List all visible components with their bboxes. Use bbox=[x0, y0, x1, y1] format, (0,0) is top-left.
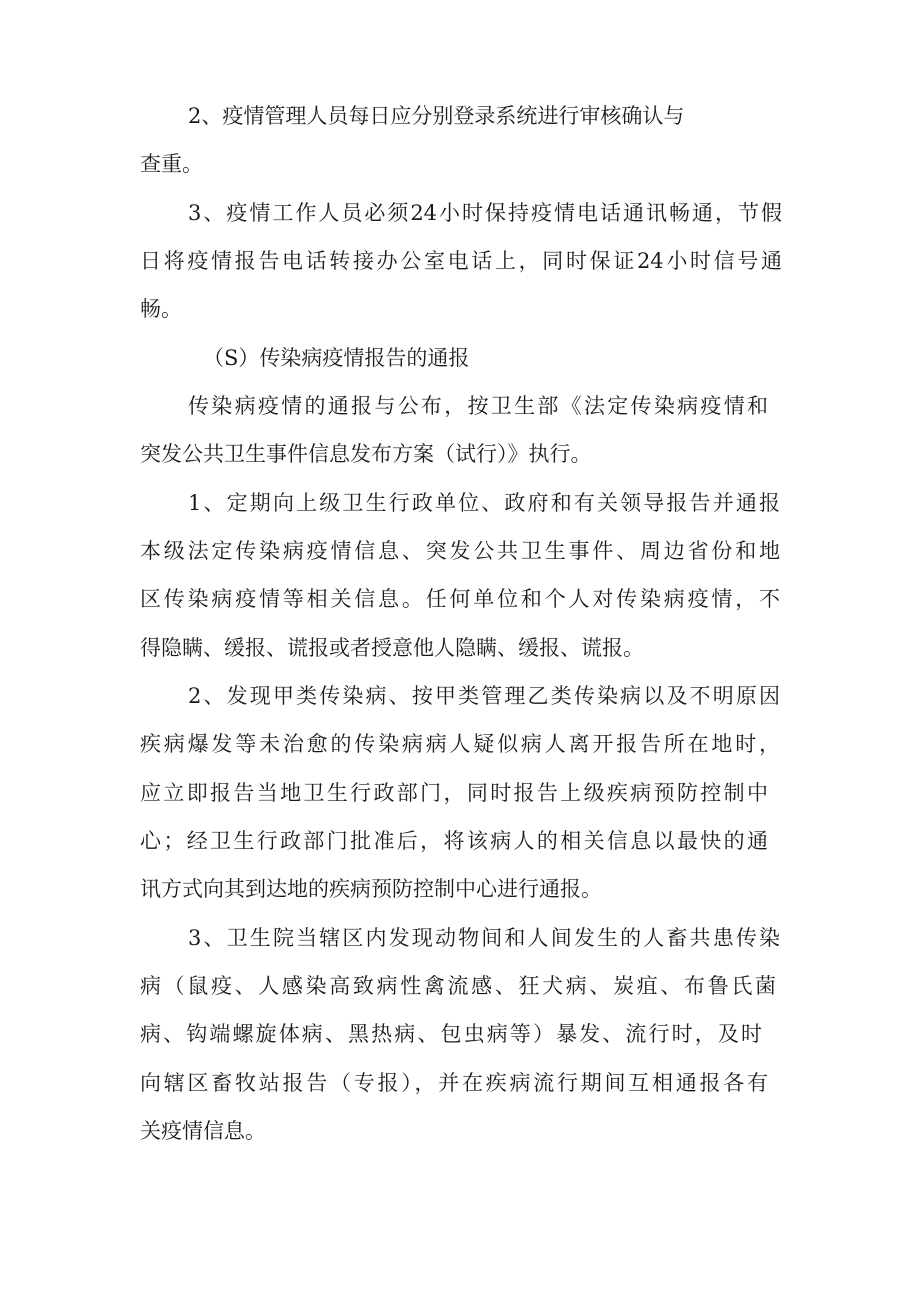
para-phone-24h-line-1: 3、疫情工作人员必须24小时保持疫情电话通讯畅通，节假 bbox=[188, 201, 782, 225]
para-class-a-report-line-1: 2、发现甲类传染病、按甲类管理乙类传染病以及不明原因 bbox=[188, 684, 780, 708]
para-notification-intro-line-1: 传染病疫情的通报与公布，按卫生部《法定传染病疫情和 bbox=[188, 394, 768, 418]
para-report-superior-line-3: 区传染病疫情等相关信息。任何单位和个人对传染病疫情，不 bbox=[140, 587, 780, 611]
para-report-superior-line-4: 得隐瞒、缓报、谎报或者授意他人隐瞒、缓报、谎报。 bbox=[140, 636, 644, 660]
para-zoonosis-report-line-2: 病（鼠疫、人感染高致病性禽流感、狂犬病、炭疽、布鲁氏菌 bbox=[140, 974, 776, 998]
para-class-a-report-line-5: 讯方式向其到达地的疾病预防控制中心进行通报。 bbox=[140, 877, 602, 901]
para-class-a-report-line-3: 应立即报告当地卫生行政部门，同时报告上级疾病预防控制中 bbox=[140, 781, 768, 805]
para-report-superior-line-1: 1、定期向上级卫生行政单位、政府和有关领导报告并通报 bbox=[188, 491, 780, 515]
para-zoonosis-report-line-5: 关疫情信息。 bbox=[140, 1119, 266, 1143]
para-zoonosis-report-line-1: 3、卫生院当辖区内发现动物间和人间发生的人畜共患传染 bbox=[188, 926, 780, 950]
para-report-superior-line-2: 本级法定传染病疫情信息、突发公共卫生事件、周边省份和地 bbox=[140, 539, 780, 563]
para-phone-24h-line-3: 畅。 bbox=[140, 297, 182, 321]
para-phone-24h-line-2: 日将疫情报告电话转接办公室电话上，同时保证24小时信号通 bbox=[140, 249, 782, 273]
para-zoonosis-report-line-4: 向辖区畜牧站报告（专报），并在疾病流行期间互相通报各有 bbox=[140, 1071, 768, 1095]
para-review-daily-line-1: 2、疫情管理人员每日应分别登录系统进行审核确认与 bbox=[188, 104, 685, 128]
section-heading-notification: （S）传染病疫情报告的通报 bbox=[203, 346, 470, 370]
para-review-daily-line-2: 查重。 bbox=[140, 152, 203, 176]
para-class-a-report-line-4: 心；经卫生行政部门批准后，将该病人的相关信息以最快的通 bbox=[140, 829, 768, 853]
para-class-a-report-line-2: 疾病爆发等未治愈的传染病病人疑似病人离开报告所在地时， bbox=[140, 732, 780, 756]
para-zoonosis-report-line-3: 病、钩端螺旋体病、黑热病、包虫病等）暴发、流行时，及时 bbox=[140, 1022, 762, 1046]
para-notification-intro-line-2: 突发公共卫生事件信息发布方案（试行）》执行。 bbox=[140, 442, 592, 466]
